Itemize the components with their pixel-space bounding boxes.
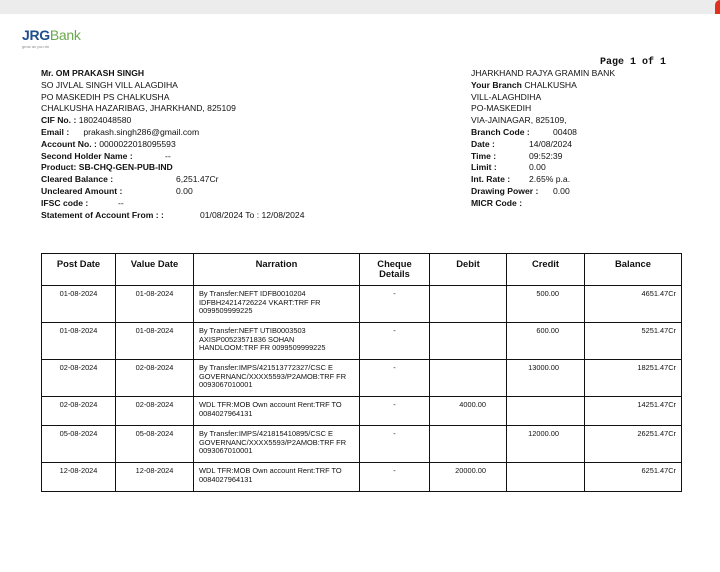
debit-cell [430,426,507,463]
narration-cell: WDL TFR:MOB Own account Rent:TRF TO 0084027964131 [194,463,360,492]
narration-cell: WDL TFR:MOB Own account Rent:TRF TO 0084027964131 [194,397,360,426]
post-date-cell: 02-08-2024 [42,397,116,426]
narration-cell: By Transfer:IMPS/421815410895/CSC E GOVERNANC/XXXX5593/P2AMOB:TRF FR 0093067010001 [194,426,360,463]
date-label: Date : [471,138,495,149]
cif-value: 18024048580 [78,115,132,126]
limit-row [471,162,615,174]
debit-cell [430,286,507,323]
account-value: 0000022018095593 [99,138,176,149]
cheque-cell: - [360,426,430,463]
cheque-cell: - [360,323,430,360]
customer-info [41,68,305,221]
ifsc-row [41,198,305,210]
cheque-cell: - [360,397,430,426]
balance-cell: 26251.47Cr [585,426,682,463]
date-row [471,139,615,151]
header-post-date: Post Date [42,254,116,286]
email-value: prakash.singh286@gmail.com [83,126,200,137]
cheque-cell: - [360,360,430,397]
limit-value: 0.00 [529,162,546,173]
value-date-cell: 01-08-2024 [116,286,194,323]
branch-code-row [471,127,615,139]
logo-wordmark [22,28,81,42]
post-date-cell: 05-08-2024 [42,426,116,463]
header-credit: Credit [507,254,585,286]
branch-address-line-1: VILL-ALAGHDIHA [471,91,542,102]
branch-code-label: Branch Code : [471,126,530,137]
balance-cell: 6251.47Cr [585,463,682,492]
ifsc-value: -- [118,197,124,208]
micr-row [471,198,615,210]
micr-label: MICR Code : [471,197,523,208]
table-row [42,323,682,360]
debit-cell [430,323,507,360]
credit-cell: 600.00 [507,323,585,360]
page-indicator: Page 1 of 1 [600,57,667,68]
product-value: SB-CHQ-GEN-PUB-IND [78,162,173,173]
credit-cell [507,463,585,492]
value-date-cell: 02-08-2024 [116,360,194,397]
account-label: Account No. : [41,138,97,149]
bank-logo [22,28,81,49]
second-holder-label: Second Holder Name : [41,150,133,161]
narration-cell: By Transfer:IMPS/421513772327/CSC E GOVERNANC/XXXX5593/P2AMOB:TRF FR 0093067010001 [194,360,360,397]
uncleared-amount-value: 0.00 [176,185,193,196]
table-row [42,286,682,323]
header-debit: Debit [430,254,507,286]
customer-address-line-2: PO MASKEDIH PS CHALKUSHA [41,91,170,102]
time-row [471,151,615,163]
value-date-cell: 05-08-2024 [116,426,194,463]
table-row [42,397,682,426]
drawing-power-value: 0.00 [553,185,570,196]
statement-period-label: Statement of Account From : : [41,209,164,220]
second-holder-value: -- [165,150,171,161]
header-balance: Balance [585,254,682,286]
uncleared-amount-label: Uncleared Amount : [41,185,123,196]
your-branch-row [471,80,615,92]
balance-cell: 4651.47Cr [585,286,682,323]
cleared-balance-value: 6,251.47Cr [176,174,219,185]
branch-address-line-3: VIA-JAINAGAR, 825109, [471,115,567,126]
date-value: 14/08/2024 [529,138,573,149]
table-row [42,463,682,492]
customer-address-line-1: SO JIVLAL SINGH VILL ALAGDIHA [41,79,178,90]
viewer-corner-accent [715,0,720,14]
cif-row [41,115,305,127]
table-row [42,360,682,397]
cheque-cell: - [360,286,430,323]
branch-code-value: 00408 [553,126,577,137]
email-row [41,127,305,139]
table-header-row [42,254,682,286]
credit-cell: 500.00 [507,286,585,323]
logo-tagline: grow as you do [22,44,50,49]
credit-cell [507,397,585,426]
second-holder-row [41,151,305,163]
value-date-cell: 12-08-2024 [116,463,194,492]
statement-period-value: 01/08/2024 To : 12/08/2024 [200,209,305,220]
product-row [41,162,305,174]
header-narration: Narration [194,254,360,286]
balance-cell: 18251.47Cr [585,360,682,397]
viewer-top-bar [0,0,720,14]
time-value: 09:52:39 [529,150,563,161]
post-date-cell: 02-08-2024 [42,360,116,397]
int-rate-label: Int. Rate : [471,174,511,185]
limit-label: Limit : [471,162,497,173]
logo-bank: Bank [49,27,81,43]
value-date-cell: 02-08-2024 [116,397,194,426]
customer-address-line-3: CHALKUSHA HAZARIBAG, JHARKHAND, 825109 [41,103,236,114]
logo-jrg: JRG [22,27,50,43]
product-label: Product: [41,162,77,173]
ifsc-label: IFSC code : [41,197,89,208]
debit-cell: 4000.00 [430,397,507,426]
account-row [41,139,305,151]
narration-cell: By Transfer:NEFT UTIB0003503 AXISP00523571836 SOHAN HANDLOOM:TRF FR 0099509999225 [194,323,360,360]
credit-cell: 13000.00 [507,360,585,397]
credit-cell: 12000.00 [507,426,585,463]
your-branch-value: CHALKUSHA [524,79,577,90]
transactions-table [41,253,682,492]
cleared-balance-label: Cleared Balance : [41,174,114,185]
bank-name: JHARKHAND RAJYA GRAMIN BANK [471,68,616,78]
header-cheque-details: Cheque Details [360,254,430,286]
statement-period-row [41,210,305,222]
int-rate-row [471,174,615,186]
balance-cell: 5251.47Cr [585,323,682,360]
customer-name: Mr. OM PRAKASH SINGH [41,68,145,78]
uncleared-amount-row [41,186,305,198]
balance-cell: 14251.47Cr [585,397,682,426]
debit-cell: 20000.00 [430,463,507,492]
post-date-cell: 01-08-2024 [42,323,116,360]
your-branch-label: Your Branch [471,79,522,90]
branch-info [471,68,615,210]
drawing-power-row [471,186,615,198]
post-date-cell: 12-08-2024 [42,463,116,492]
int-rate-value: 2.65% p.a. [529,174,571,185]
branch-address-line-2: PO-MASKEDIH [471,103,532,114]
post-date-cell: 01-08-2024 [42,286,116,323]
cleared-balance-row [41,174,305,186]
cheque-cell: - [360,463,430,492]
narration-cell: By Transfer:NEFT IDFB0010204 IDFBH24214726224 VKART:TRF FR 0099509999225 [194,286,360,323]
drawing-power-label: Drawing Power : [471,185,539,196]
table-row [42,426,682,463]
email-label: Email : [41,126,70,137]
header-value-date: Value Date [116,254,194,286]
cif-label: CIF No. : [41,115,77,126]
value-date-cell: 01-08-2024 [116,323,194,360]
debit-cell [430,360,507,397]
time-label: Time : [471,150,497,161]
